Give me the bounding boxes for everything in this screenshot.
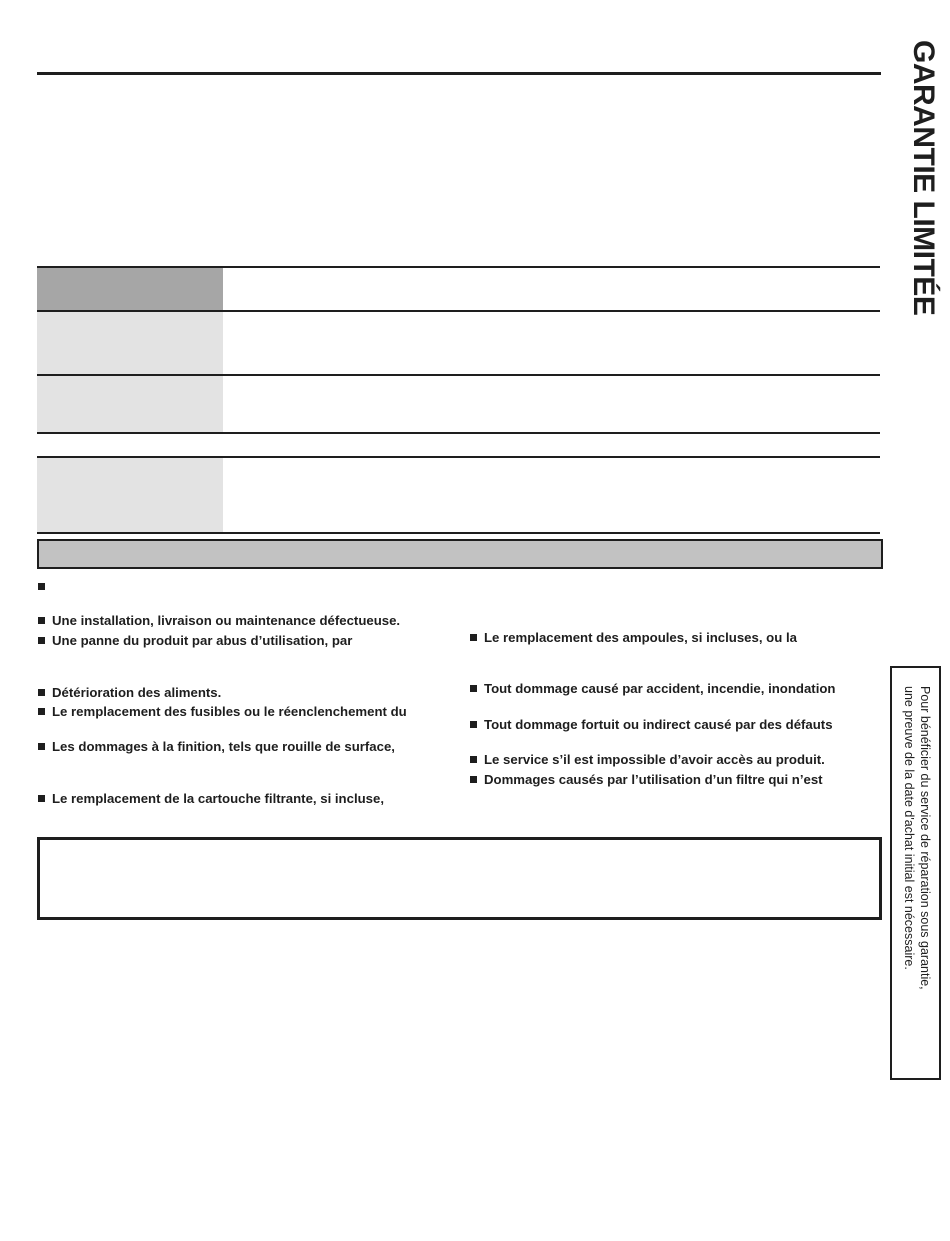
side-title-text: GARANTIE LIMITÉE	[907, 40, 940, 316]
bullet-icon	[38, 637, 45, 644]
list-item: Les dommages à la finition, tels que rouille de surface,	[38, 739, 395, 755]
coverage-cell	[223, 376, 880, 432]
header-left-cell	[37, 268, 223, 310]
list-item	[38, 579, 52, 595]
list-item: Tout dommage causé par accident, incendie, inondation	[470, 681, 835, 697]
list-item: Une installation, livraison ou maintenance défectueuse.	[38, 613, 400, 629]
list-item: Détérioration des aliments.	[38, 685, 221, 701]
coverage-cell	[223, 458, 880, 532]
bullet-icon	[470, 721, 477, 728]
bullet-icon	[38, 617, 45, 624]
bullet-icon	[38, 795, 45, 802]
side-title	[896, 40, 950, 360]
note-line: une preuve de la date d'achat initial est nécessaire.	[902, 686, 916, 970]
list-item: Le remplacement des ampoules, si incluses, ou la	[470, 630, 797, 646]
list-item: Tout dommage fortuit ou indirect causé par des défauts	[470, 717, 833, 733]
warranty-proof-note	[890, 666, 941, 1080]
period-cell	[37, 376, 223, 432]
list-item: Le service s’il est impossible d’avoir accès au produit.	[470, 752, 825, 768]
header-right-cell	[223, 268, 880, 310]
list-item: Le remplacement de la cartouche filtrante, si incluse,	[38, 791, 384, 807]
bullet-icon	[38, 583, 45, 590]
exclusions-heading-bar	[37, 539, 883, 569]
bullet-icon	[38, 689, 45, 696]
top-rule	[37, 72, 881, 75]
warranty-table-row	[37, 432, 880, 456]
warranty-table	[37, 266, 880, 534]
bullet-icon	[38, 743, 45, 750]
period-cell	[37, 312, 223, 374]
list-item: Le remplacement des fusibles ou le réenclenchement du	[38, 704, 407, 720]
bullet-icon	[38, 708, 45, 715]
list-item: Dommages causés par l’utilisation d’un filtre qui n’est	[470, 772, 823, 788]
period-cell	[37, 458, 223, 532]
bullet-icon	[470, 756, 477, 763]
warranty-table-row	[37, 456, 880, 534]
note-line: Pour bénéficier du service de réparation sous garantie,	[918, 686, 932, 990]
warranty-table-row	[37, 374, 880, 432]
coverage-cell	[223, 312, 880, 374]
bullet-icon	[470, 776, 477, 783]
list-item: Une panne du produit par abus d’utilisation, par	[38, 633, 352, 649]
bullet-icon	[470, 634, 477, 641]
warranty-table-header-row	[37, 266, 880, 310]
bullet-icon	[470, 685, 477, 692]
notice-box	[37, 837, 882, 920]
warranty-proof-note-text	[901, 686, 933, 990]
warranty-table-row	[37, 310, 880, 374]
